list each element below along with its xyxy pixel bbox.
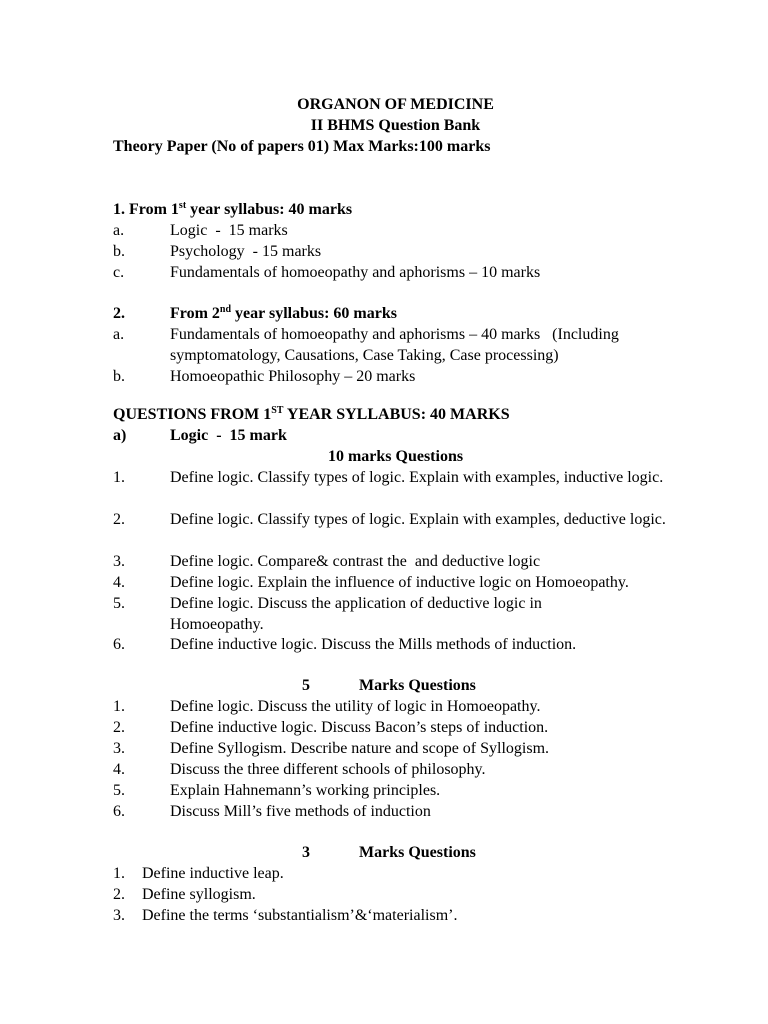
question-number: 4. — [113, 574, 125, 591]
questions-heading-pre: QUESTIONS FROM 1 — [113, 406, 272, 423]
item-label: c. — [113, 264, 125, 281]
question-number: 4. — [113, 761, 125, 778]
item-label: b. — [113, 368, 125, 385]
section1-heading — [113, 199, 352, 220]
question-number: 2. — [113, 886, 125, 903]
section2-heading-text — [170, 303, 690, 324]
question-item — [113, 863, 284, 884]
question-number: 5. — [113, 595, 125, 612]
five-marks-heading: Marks Questions — [359, 677, 476, 694]
item-text: Homoeopathic Philosophy – 20 marks — [170, 368, 416, 385]
question-text: Define logic. Classify types of logic. Explain with examples, inductive logic. — [170, 469, 664, 486]
question-text: Define logic. Compare& contrast the and deductive logic — [170, 553, 541, 570]
section2-heading-post: year syllabus: 60 marks — [231, 305, 397, 322]
item-text: Fundamentals of homoeopathy and aphorisms – 40 marks (Including symptomatology, Causations, Case Taking, Case processing) — [170, 326, 623, 364]
section1-heading-sup: st — [178, 200, 187, 211]
three-marks-number: 3 — [302, 844, 310, 861]
question-text: Discuss the three different schools of philosophy. — [170, 761, 486, 778]
question-number: 3. — [113, 553, 125, 570]
section2-number: 2. — [113, 305, 125, 322]
question-text: Define the terms ‘substantialism’&‘materialism’. — [142, 907, 458, 924]
logic-label: a) — [113, 427, 127, 444]
section1-heading-post: year syllabus: 40 marks — [186, 201, 353, 218]
questions-heading-sup: ST — [271, 405, 284, 416]
question-text: Define logic. Classify types of logic. Explain with examples, deductive logic. — [170, 511, 666, 528]
section1-number: 1. — [113, 201, 125, 218]
document-subtitle: II BHMS Question Bank — [310, 117, 481, 134]
question-number: 1. — [113, 469, 125, 486]
theory-paper-line: Theory Paper (No of papers 01) Max Marks:100 marks — [113, 138, 491, 155]
question-text: Define syllogism. — [142, 886, 256, 903]
question-text: Define logic. Discuss the application of deductive logic in Homoeopathy. — [170, 595, 542, 633]
question-text: Define inductive leap. — [142, 865, 284, 882]
question-text: Define Syllogism. Describe nature and scope of Syllogism. — [170, 740, 550, 757]
question-number: 6. — [113, 803, 125, 820]
item-label: a. — [113, 326, 125, 343]
question-text: Define inductive logic. Discuss Bacon’s steps of induction. — [170, 719, 549, 736]
document-title: ORGANON OF MEDICINE — [297, 96, 494, 113]
question-text: Define logic. Discuss the utility of logic in Homoeopathy. — [170, 698, 541, 715]
item-label: a. — [113, 222, 125, 239]
question-number: 1. — [113, 865, 125, 882]
question-text: Define logic. Explain the influence of inductive logic on Homoeopathy. — [170, 574, 629, 591]
section2-heading-sup: nd — [219, 304, 232, 315]
section1-heading-pre: From 1 — [129, 201, 179, 218]
question-number: 2. — [113, 511, 125, 528]
five-marks-number: 5 — [302, 677, 310, 694]
item-text: Fundamentals of homoeopathy and aphorisms – 10 marks — [170, 264, 541, 281]
question-number: 1. — [113, 698, 125, 715]
questions-heading-post: YEAR SYLLABUS: 40 MARKS — [283, 406, 510, 423]
question-number: 6. — [113, 636, 125, 653]
section2-heading-pre: From 2 — [170, 305, 220, 322]
question-number: 3. — [113, 907, 125, 924]
item-label: b. — [113, 243, 125, 260]
logic-text: Logic - 15 mark — [170, 427, 287, 444]
question-number: 5. — [113, 782, 125, 799]
question-text: Define inductive logic. Discuss the Mills methods of induction. — [170, 636, 577, 653]
three-marks-heading: Marks Questions — [359, 844, 476, 861]
question-number: 2. — [113, 719, 125, 736]
item-text: Psychology - 15 marks — [170, 243, 322, 260]
questions-heading — [113, 404, 510, 425]
question-text: Discuss Mill’s five methods of induction — [170, 803, 431, 820]
question-number: 3. — [113, 740, 125, 757]
question-item — [113, 884, 256, 905]
question-text: Explain Hahnemann’s working principles. — [170, 782, 441, 799]
ten-marks-heading: 10 marks Questions — [327, 448, 464, 465]
question-item — [113, 905, 457, 926]
item-text: Logic - 15 marks — [170, 222, 288, 239]
